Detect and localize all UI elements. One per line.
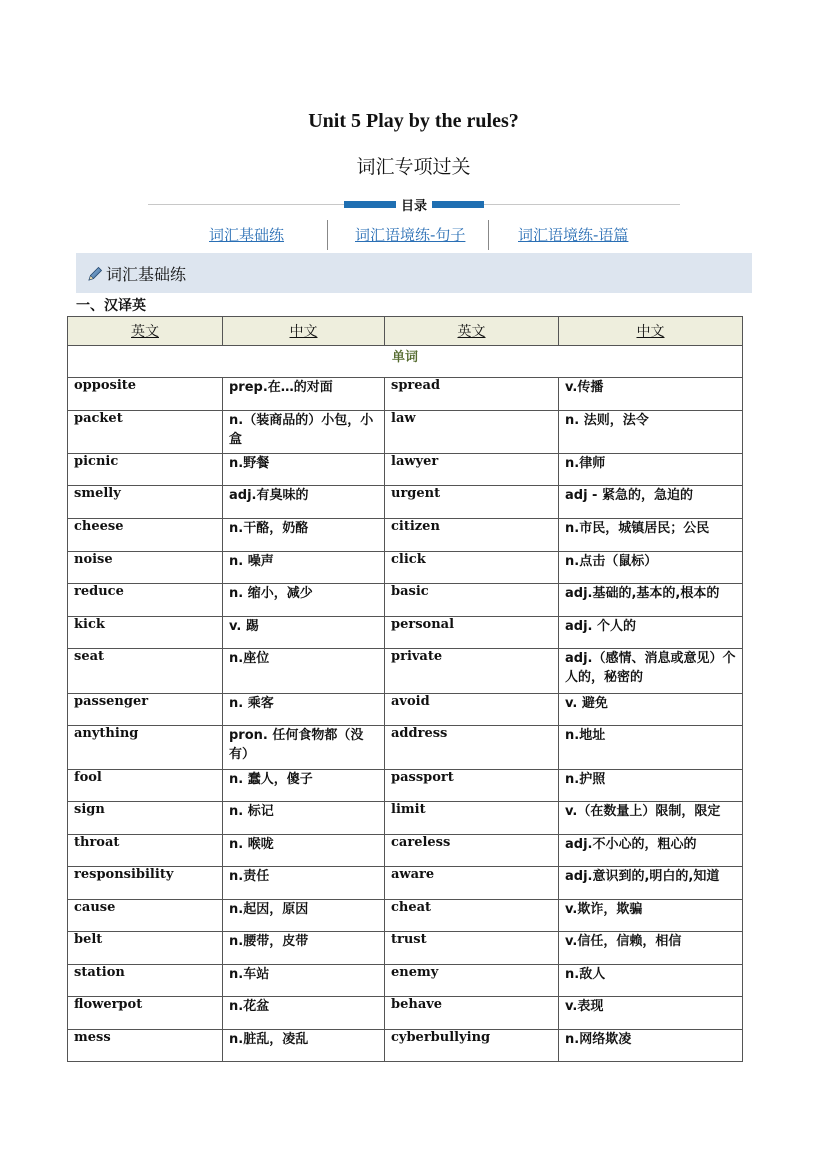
table-header-row bbox=[68, 317, 743, 346]
chinese-meaning: n.干酪，奶酪 bbox=[223, 519, 385, 552]
english-word: cyberbullying bbox=[385, 1030, 559, 1062]
english-word: spread bbox=[385, 378, 559, 411]
chinese-meaning: adj.有臭味的 bbox=[223, 486, 385, 519]
page-subtitle: 词汇专项过关 bbox=[356, 156, 471, 178]
table-row bbox=[68, 454, 743, 486]
chinese-meaning: n.网络欺凌 bbox=[559, 1030, 743, 1062]
english-word: click bbox=[385, 552, 559, 584]
english-word: flowerpot bbox=[68, 997, 223, 1030]
chinese-meaning: v.信任，信赖，相信 bbox=[559, 932, 743, 965]
table-row bbox=[68, 694, 743, 726]
chinese-meaning: n. 乘客 bbox=[223, 694, 385, 726]
english-word: aware bbox=[385, 867, 559, 900]
english-word: cause bbox=[68, 900, 223, 932]
table-row bbox=[68, 552, 743, 584]
chinese-meaning: n.起因，原因 bbox=[223, 900, 385, 932]
table-row bbox=[68, 997, 743, 1030]
chinese-meaning: n.野餐 bbox=[223, 454, 385, 486]
chinese-meaning: n.市民，城镇居民；公民 bbox=[559, 519, 743, 552]
english-word: anything bbox=[68, 726, 223, 770]
chinese-meaning: n.车站 bbox=[223, 965, 385, 997]
toc-link-sentence[interactable]: 词汇语境练-句子 bbox=[355, 226, 466, 244]
chinese-meaning: adj.基础的,基本的,根本的 bbox=[559, 584, 743, 617]
chinese-meaning: n.责任 bbox=[223, 867, 385, 900]
english-word: reduce bbox=[68, 584, 223, 617]
chinese-meaning: n.花盆 bbox=[223, 997, 385, 1030]
section-title: 词汇基础练 bbox=[106, 265, 187, 284]
table-row bbox=[68, 932, 743, 965]
english-word: passenger bbox=[68, 694, 223, 726]
english-word: careless bbox=[385, 835, 559, 867]
table-row bbox=[68, 584, 743, 617]
pencil-icon bbox=[86, 265, 104, 283]
chinese-meaning: n.脏乱，凌乱 bbox=[223, 1030, 385, 1062]
chinese-meaning: n.地址 bbox=[559, 726, 743, 770]
table-row bbox=[68, 411, 743, 454]
chinese-meaning: v.表现 bbox=[559, 997, 743, 1030]
english-word: responsibility bbox=[68, 867, 223, 900]
english-word: fool bbox=[68, 770, 223, 802]
table-row bbox=[68, 726, 743, 770]
table-row bbox=[68, 617, 743, 649]
table-row bbox=[68, 770, 743, 802]
english-word: private bbox=[385, 649, 559, 694]
english-word: trust bbox=[385, 932, 559, 965]
column-header-english: 英文 bbox=[385, 317, 559, 346]
english-word: belt bbox=[68, 932, 223, 965]
vocabulary-table bbox=[67, 316, 743, 1062]
table-row bbox=[68, 519, 743, 552]
chinese-meaning: n.点击（鼠标） bbox=[559, 552, 743, 584]
english-word: personal bbox=[385, 617, 559, 649]
english-word: passport bbox=[385, 770, 559, 802]
table-row bbox=[68, 486, 743, 519]
table-row bbox=[68, 900, 743, 932]
english-word: smelly bbox=[68, 486, 223, 519]
group-label: 单词 bbox=[68, 346, 743, 378]
chinese-meaning: v.（在数量上）限制，限定 bbox=[559, 802, 743, 835]
section-header bbox=[76, 253, 752, 293]
chinese-meaning: n. 标记 bbox=[223, 802, 385, 835]
toc-separator bbox=[327, 220, 328, 250]
chinese-meaning: n.座位 bbox=[223, 649, 385, 694]
chinese-meaning: prep.在…的对面 bbox=[223, 378, 385, 411]
chinese-meaning: n. 噪声 bbox=[223, 552, 385, 584]
english-word: noise bbox=[68, 552, 223, 584]
toc-accent-bar-right bbox=[428, 201, 484, 208]
english-word: picnic bbox=[68, 454, 223, 486]
english-word: cheat bbox=[385, 900, 559, 932]
english-word: station bbox=[68, 965, 223, 997]
chinese-meaning: v.欺诈，欺骗 bbox=[559, 900, 743, 932]
chinese-meaning: v. 踢 bbox=[223, 617, 385, 649]
chinese-meaning: n. 缩小，减少 bbox=[223, 584, 385, 617]
chinese-meaning: n. 蠢人，傻子 bbox=[223, 770, 385, 802]
table-row bbox=[68, 649, 743, 694]
toc-separator bbox=[488, 220, 489, 250]
page-title: Unit 5 Play by the rules? bbox=[308, 110, 519, 132]
english-word: law bbox=[385, 411, 559, 454]
chinese-meaning: adj - 紧急的，急迫的 bbox=[559, 486, 743, 519]
table-row bbox=[68, 965, 743, 997]
column-header-chinese: 中文 bbox=[223, 317, 385, 346]
table-row bbox=[68, 835, 743, 867]
english-word: mess bbox=[68, 1030, 223, 1062]
english-word: cheese bbox=[68, 519, 223, 552]
chinese-meaning: n.护照 bbox=[559, 770, 743, 802]
toc-link-passage[interactable]: 词汇语境练-语篇 bbox=[518, 226, 629, 244]
table-row bbox=[68, 867, 743, 900]
chinese-meaning: adj.意识到的,明白的,知道 bbox=[559, 867, 743, 900]
table-row bbox=[68, 378, 743, 411]
english-word: basic bbox=[385, 584, 559, 617]
column-header-english: 英文 bbox=[68, 317, 223, 346]
english-word: urgent bbox=[385, 486, 559, 519]
chinese-meaning: pron. 任何食物都（没有） bbox=[223, 726, 385, 770]
english-word: throat bbox=[68, 835, 223, 867]
chinese-meaning: v. 避免 bbox=[559, 694, 743, 726]
english-word: opposite bbox=[68, 378, 223, 411]
toc-link-basic[interactable]: 词汇基础练 bbox=[209, 226, 285, 244]
chinese-meaning: adj.（感情、消息或意见）个人的，秘密的 bbox=[559, 649, 743, 694]
group-row bbox=[68, 346, 743, 378]
chinese-meaning: n.敌人 bbox=[559, 965, 743, 997]
english-word: limit bbox=[385, 802, 559, 835]
chinese-meaning: adj.不小心的，粗心的 bbox=[559, 835, 743, 867]
english-word: citizen bbox=[385, 519, 559, 552]
column-header-chinese: 中文 bbox=[559, 317, 743, 346]
toc-label: 目录 bbox=[396, 195, 432, 214]
chinese-meaning: n.腰带，皮带 bbox=[223, 932, 385, 965]
english-word: avoid bbox=[385, 694, 559, 726]
english-word: seat bbox=[68, 649, 223, 694]
chinese-meaning: n. 喉咙 bbox=[223, 835, 385, 867]
english-word: sign bbox=[68, 802, 223, 835]
toc-accent-bar-left bbox=[344, 201, 400, 208]
english-word: behave bbox=[385, 997, 559, 1030]
chinese-meaning: v.传播 bbox=[559, 378, 743, 411]
english-word: enemy bbox=[385, 965, 559, 997]
chinese-meaning: n.（装商品的）小包，小盒 bbox=[223, 411, 385, 454]
chinese-meaning: adj. 个人的 bbox=[559, 617, 743, 649]
english-word: lawyer bbox=[385, 454, 559, 486]
table-row bbox=[68, 1030, 743, 1062]
chinese-meaning: n.律师 bbox=[559, 454, 743, 486]
chinese-meaning: n. 法则，法令 bbox=[559, 411, 743, 454]
table-row bbox=[68, 802, 743, 835]
exercise-heading: 一、汉译英 bbox=[76, 298, 146, 314]
english-word: address bbox=[385, 726, 559, 770]
english-word: kick bbox=[68, 617, 223, 649]
english-word: packet bbox=[68, 411, 223, 454]
